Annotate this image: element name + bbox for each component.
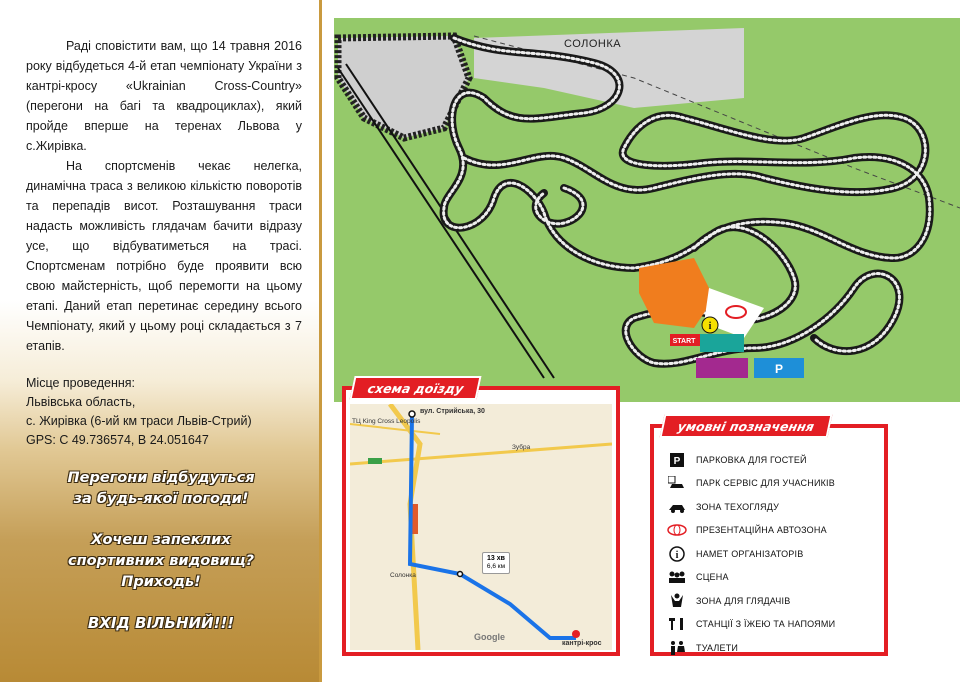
parking-icon bbox=[664, 452, 690, 468]
legend-item: P ПАРКОВКА ДЛЯ ГОСТЕЙ bbox=[664, 448, 884, 472]
legend-item: ТУАЛЕТИ bbox=[664, 636, 884, 660]
svg-text:P: P bbox=[673, 455, 681, 467]
left-column bbox=[0, 0, 322, 682]
venue-heading: Місце проведення: bbox=[26, 376, 136, 390]
legend-panel bbox=[650, 419, 888, 656]
info-icon bbox=[664, 546, 690, 562]
start-label: START bbox=[672, 338, 696, 345]
venue-gps: GPS: С 49.736574, В 24.051647 bbox=[26, 433, 209, 447]
slogan-invite-line3: Приходь! bbox=[121, 574, 201, 590]
slogans bbox=[0, 468, 322, 634]
route-time-badge bbox=[482, 552, 510, 574]
legend-item: СТАНЦІЇ З ЇЖЕЮ ТА НАПОЯМИ bbox=[664, 613, 884, 637]
svg-text:i: i bbox=[675, 549, 679, 561]
directions-map-graphic bbox=[350, 404, 612, 650]
slogan-invite-line1: Хочеш запеклих bbox=[91, 532, 231, 548]
track-map-graphic bbox=[334, 18, 960, 402]
toilet-icon bbox=[664, 640, 690, 656]
legend-list bbox=[664, 448, 884, 660]
service-park-icon bbox=[696, 358, 748, 378]
toyota-logo-icon bbox=[664, 522, 690, 538]
mall-label: ТЦ King Cross Leopolis bbox=[352, 418, 421, 425]
intro-paragraph-2: На спортсменів чекає нелегка, динамічна траса з великою кількістю поворотів та перепадів висот. Розташування траси надасть можливість глядачам бачити відразу усе, що відбуватиметься на трасі. Спортсменам потрібно буде проявити всю свою майстерність, щоб перемогти на цьому етапі. Даний етап перетинає середину всього Чемпіонату, який у цьому році складається з 7 етапів. bbox=[26, 159, 302, 353]
spectators-icon bbox=[664, 593, 690, 609]
stage-icon bbox=[700, 334, 744, 352]
slogan-invite-line2: спортивних видовищ? bbox=[67, 553, 255, 569]
svg-text:i: i bbox=[708, 321, 712, 332]
food-icon bbox=[664, 616, 690, 632]
waypoint bbox=[458, 572, 463, 577]
stage-icon bbox=[664, 569, 690, 585]
legend-item: СЦЕНА bbox=[664, 566, 884, 590]
legend-item: ПАРК СЕРВІС ДЛЯ УЧАСНИКІВ bbox=[664, 472, 884, 496]
directions-map[interactable] bbox=[350, 404, 612, 650]
destination-label: кантрі-крос bbox=[562, 640, 602, 647]
legend-title: умовні позначення bbox=[659, 414, 832, 438]
legend-item: ЗОНА ТЕХОГЛЯДУ bbox=[664, 495, 884, 519]
intro-text bbox=[26, 36, 302, 356]
road-east bbox=[350, 444, 612, 464]
venue-region: Львівська область, bbox=[26, 395, 136, 409]
legend-item: ПРЕЗЕНТАЦІЙНА АВТОЗОНА bbox=[664, 519, 884, 543]
directions-title: схема доїзду bbox=[349, 376, 482, 400]
street-label: вул. Стрийська, 30 bbox=[420, 408, 485, 415]
directions-panel bbox=[342, 381, 620, 656]
road-west bbox=[350, 424, 440, 434]
venue-info bbox=[26, 374, 306, 450]
route-distance: 6,6 км bbox=[486, 563, 506, 570]
start-point bbox=[409, 411, 415, 417]
route-time: 13 хв bbox=[487, 555, 505, 562]
intro-paragraph-1: Раді сповістити вам, що 14 травня 2016 року відбудеться 4-й етап чемпіонату України з кантрі-кросу «Ukrainian Cross-Country» (перегони на багі та квадроциклах), який пройде вперше на теренах Львова у с.Жирівка. bbox=[26, 39, 302, 153]
free-entry: ВХІД ВІЛЬНИЙ!!! bbox=[87, 614, 235, 632]
venue-place: с. Жирівка (6-ий км траси Львів-Стрий) bbox=[26, 414, 252, 428]
service-park-icon bbox=[664, 475, 690, 491]
slogan-weather-line1: Перегони відбудуться bbox=[67, 470, 255, 486]
tech-inspection-icon bbox=[664, 499, 690, 515]
destination-pin-icon bbox=[572, 630, 580, 638]
village-label: СОЛОНКА bbox=[564, 38, 622, 50]
legend-item: i НАМЕТ ОРГАНІЗАТОРІВ bbox=[664, 542, 884, 566]
google-logo: Google bbox=[474, 632, 505, 642]
legend-item: ЗОНА ДЛЯ ГЛЯДАЧІВ bbox=[664, 589, 884, 613]
slogan-weather-line2: за будь-якої погоди! bbox=[73, 491, 249, 507]
zubra-label: Зубра bbox=[512, 444, 531, 451]
track-map bbox=[334, 18, 960, 402]
park-area bbox=[368, 458, 382, 464]
solonka-label: Солонка bbox=[390, 572, 416, 579]
svg-text:P: P bbox=[774, 362, 784, 376]
